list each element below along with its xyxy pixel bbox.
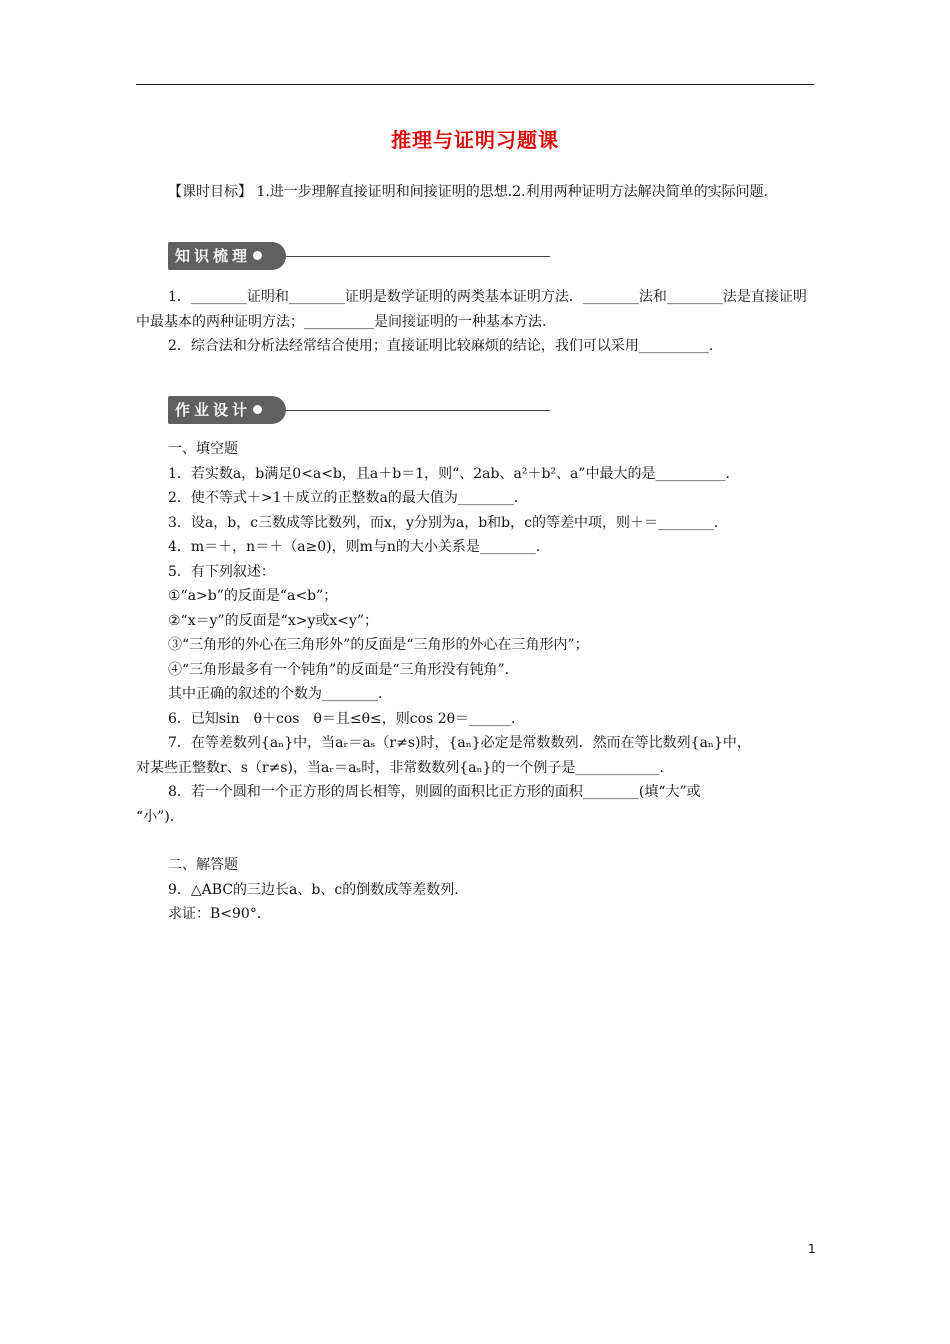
question-9: 9．△ABC的三边长a、b、c的倒数成等差数列． (168, 881, 469, 898)
question-2: 2．使不等式＋>1＋成立的正整数a的最大值为________． (168, 490, 528, 506)
part2-title: 二、解答题 (168, 857, 238, 873)
question-1: 1．若实数a，b满足0<a<b，且a＋b＝1，则“、2ab、a²＋b²、a”中最大的是__________． (168, 465, 740, 482)
header-rule (136, 84, 814, 85)
homework-section-tag (168, 396, 550, 424)
lesson-objective (136, 180, 814, 205)
objective-label: 【课时目标】 (168, 184, 252, 200)
question-8-line1: 8．若一个圆和一个正方形的周长相等，则圆的面积比正方形的面积________(填“大”或 (168, 784, 701, 800)
page-number: 1 (808, 1242, 816, 1256)
q5-item-4: ④“三角形最多有一个钝角”的反面是“三角形没有钝角”． (168, 661, 519, 678)
q5-tail: 其中正确的叙述的个数为________． (168, 686, 392, 702)
question-5: 5．有下列叙述： (168, 563, 275, 580)
question-4: 4．m＝＋，n＝＋（a≥0)，则m与n的大小关系是________． (168, 539, 550, 555)
bullet-dot-icon (253, 405, 262, 414)
question-9-proof: 求证：B<90°． (168, 906, 271, 922)
objective-text: 1.进一步理解直接证明和间接证明的思想.2.利用两种证明方法解决简单的实际问题. (256, 184, 769, 200)
knowledge-items (136, 285, 814, 359)
homework-tag-label: 作业设计 (175, 401, 252, 419)
section-divider (286, 256, 550, 257)
q5-item-1: ①“a>b”的反面是“a<b”； (168, 588, 338, 604)
question-8-line2: “小”)． (136, 808, 184, 825)
section-divider (286, 410, 550, 411)
q5-item-3: ③“三角形的外心在三角形外”的反面是“三角形的外心在三角形内”； (168, 637, 589, 653)
knowledge-tag-label: 知识梳理 (175, 247, 252, 265)
page-title: 推理与证明习题课 (391, 128, 559, 152)
knowledge-item-2: 2．综合法和分析法经常结合使用；直接证明比较麻烦的结论，我们可以采用__________． (168, 338, 723, 354)
homework-questions (136, 437, 814, 927)
knowledge-section-tag (168, 242, 550, 270)
question-7-line2: 对某些正整数r、s（r≠s)，当aᵣ＝aₛ时，非常数数列{aₙ}的一个例子是____________． (136, 759, 674, 776)
question-6: 6．已知sin θ＋cos θ＝且≤θ≤，则cos 2θ＝______． (168, 710, 526, 727)
knowledge-item-1: 1．________证明和________证明是数学证明的两类基本证明方法．________法和________法是直接证明中最基本的两种证明方法；__________是间接证明的一种基本方法． (136, 289, 807, 330)
bullet-dot-icon (253, 251, 262, 260)
question-3: 3．设a，b，c三数成等比数列，而x，y分别为a，b和b，c的等差中项，则＋＝________． (168, 514, 728, 531)
q5-item-2: ②“x＝y”的反面是“x>y或x<y”； (168, 612, 379, 629)
question-7-line1: 7．在等差数列{aₙ}中，当aᵣ＝aₛ（r≠s)时，{aₙ}必定是常数数列．然而在等比数列{aₙ}中， (168, 735, 751, 751)
part1-title: 一、填空题 (168, 441, 238, 457)
